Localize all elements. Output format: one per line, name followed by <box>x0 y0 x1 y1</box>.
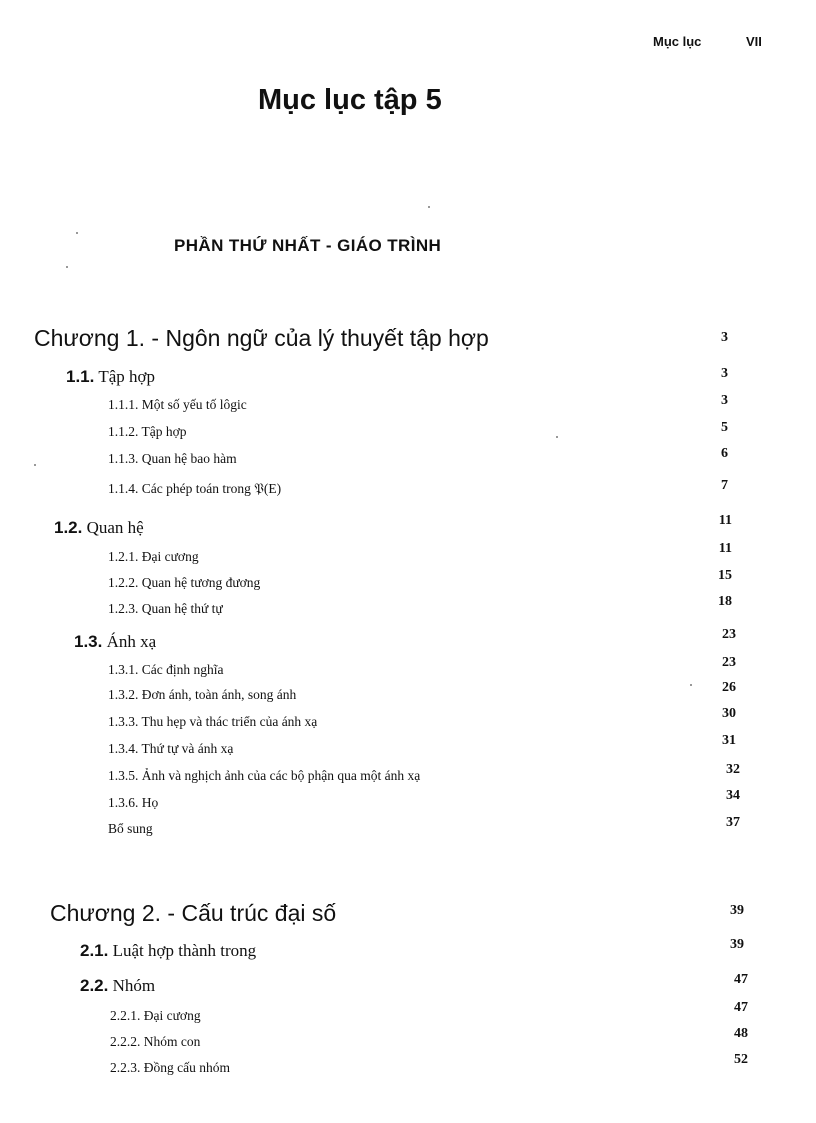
section-number: 1.1. <box>66 367 95 386</box>
section-1-2-page: 11 <box>718 513 732 528</box>
subsection-1-3-6[interactable]: 1.3.6. Họ <box>108 795 159 810</box>
scan-speck <box>76 232 78 234</box>
section-1-2[interactable] <box>54 518 144 538</box>
subsection-1-2-2-page: 15 <box>718 568 732 583</box>
chapter-2-page: 39 <box>730 903 744 918</box>
subsection-1-3-2-page: 26 <box>722 680 736 695</box>
subsection-1-1-1-page: 3 <box>721 393 728 408</box>
subsection-1-2-1-page: 11 <box>718 541 732 556</box>
page-title: Mục lục tập 5 <box>258 84 442 116</box>
subsection-1-1-2[interactable]: 1.1.2. Tập hợp <box>108 424 187 439</box>
section-label: Tập hợp <box>98 367 155 386</box>
section-label: Luật hợp thành trong <box>112 941 257 960</box>
subsection-1-1-3-page: 6 <box>721 446 728 461</box>
supplement-item[interactable]: Bổ sung <box>108 821 153 836</box>
scan-speck <box>690 684 692 686</box>
subsection-1-3-3-page: 30 <box>722 706 736 721</box>
subsection-1-3-6-page: 34 <box>726 788 740 803</box>
subsection-2-2-2[interactable]: 2.2.2. Nhóm con <box>110 1034 201 1049</box>
subsection-1-3-1[interactable]: 1.3.1. Các định nghĩa <box>108 662 224 677</box>
subsection-1-1-1[interactable]: 1.1.1. Một số yếu tố lôgic <box>108 397 247 412</box>
subsection-1-3-3[interactable]: 1.3.3. Thu hẹp và thác triển của ánh xạ <box>108 714 318 729</box>
subsection-1-3-1-page: 23 <box>722 655 736 670</box>
section-1-3[interactable] <box>74 632 156 652</box>
section-1-1[interactable] <box>66 367 155 387</box>
scan-speck <box>34 464 36 466</box>
section-label: Quan hệ <box>86 518 144 537</box>
subsection-1-3-4[interactable]: 1.3.4. Thứ tự và ánh xạ <box>108 741 234 756</box>
subsection-1-3-4-page: 31 <box>722 733 736 748</box>
subsection-2-2-1[interactable]: 2.2.1. Đại cương <box>110 1008 201 1023</box>
section-label: Nhóm <box>112 976 156 995</box>
chapter-1-page: 3 <box>721 330 728 345</box>
subsection-1-3-5[interactable]: 1.3.5. Ảnh và nghịch ảnh của các bộ phận qua một ánh xạ <box>108 768 421 783</box>
section-number: 1.3. <box>74 632 103 651</box>
scan-speck <box>556 436 558 438</box>
subsection-1-1-4-page: 7 <box>721 478 728 493</box>
section-1-1-page: 3 <box>721 366 728 381</box>
subsection-1-3-2[interactable]: 1.3.2. Đơn ánh, toàn ánh, song ánh <box>108 687 297 702</box>
subsection-1-3-5-page: 32 <box>726 762 740 777</box>
subsection-2-2-3[interactable]: 2.2.3. Đồng cấu nhóm <box>110 1060 230 1075</box>
section-2-1-page: 39 <box>730 937 744 952</box>
section-label: Ánh xạ <box>106 632 157 651</box>
running-header-page-number: VII <box>746 34 762 49</box>
subsection-1-2-1[interactable]: 1.2.1. Đại cương <box>108 549 199 564</box>
subsection-2-2-3-page: 52 <box>734 1052 748 1067</box>
section-number: 2.1. <box>80 941 109 960</box>
chapter-1-title[interactable]: Chương 1. - Ngôn ngữ của lý thuyết tập hợp <box>34 325 489 351</box>
subsection-1-1-2-page: 5 <box>721 420 728 435</box>
subsection-1-1-4[interactable]: 1.1.4. Các phép toán trong 𝔓(E) <box>108 481 282 496</box>
running-header-section: Mục lục <box>653 34 702 49</box>
section-number: 2.2. <box>80 976 109 995</box>
section-2-2-page: 47 <box>734 972 748 987</box>
subsection-1-2-3-page: 18 <box>718 594 732 609</box>
section-1-3-page: 23 <box>722 627 736 642</box>
chapter-2-title[interactable]: Chương 2. - Cấu trúc đại số <box>50 900 337 926</box>
subsection-1-2-2[interactable]: 1.2.2. Quan hệ tương đương <box>108 575 261 590</box>
subsection-1-1-3[interactable]: 1.1.3. Quan hệ bao hàm <box>108 451 237 466</box>
section-2-1[interactable] <box>80 941 256 961</box>
section-number: 1.2. <box>54 518 83 537</box>
subsection-1-2-3[interactable]: 1.2.3. Quan hệ thứ tự <box>108 601 223 616</box>
supplement-page: 37 <box>726 815 740 830</box>
subsection-2-2-2-page: 48 <box>734 1026 748 1041</box>
section-2-2[interactable] <box>80 976 155 996</box>
part-title: PHẦN THỨ NHẤT - GIÁO TRÌNH <box>174 236 442 255</box>
subsection-2-2-1-page: 47 <box>734 1000 748 1015</box>
scan-speck <box>428 206 430 208</box>
scan-speck <box>66 266 68 268</box>
